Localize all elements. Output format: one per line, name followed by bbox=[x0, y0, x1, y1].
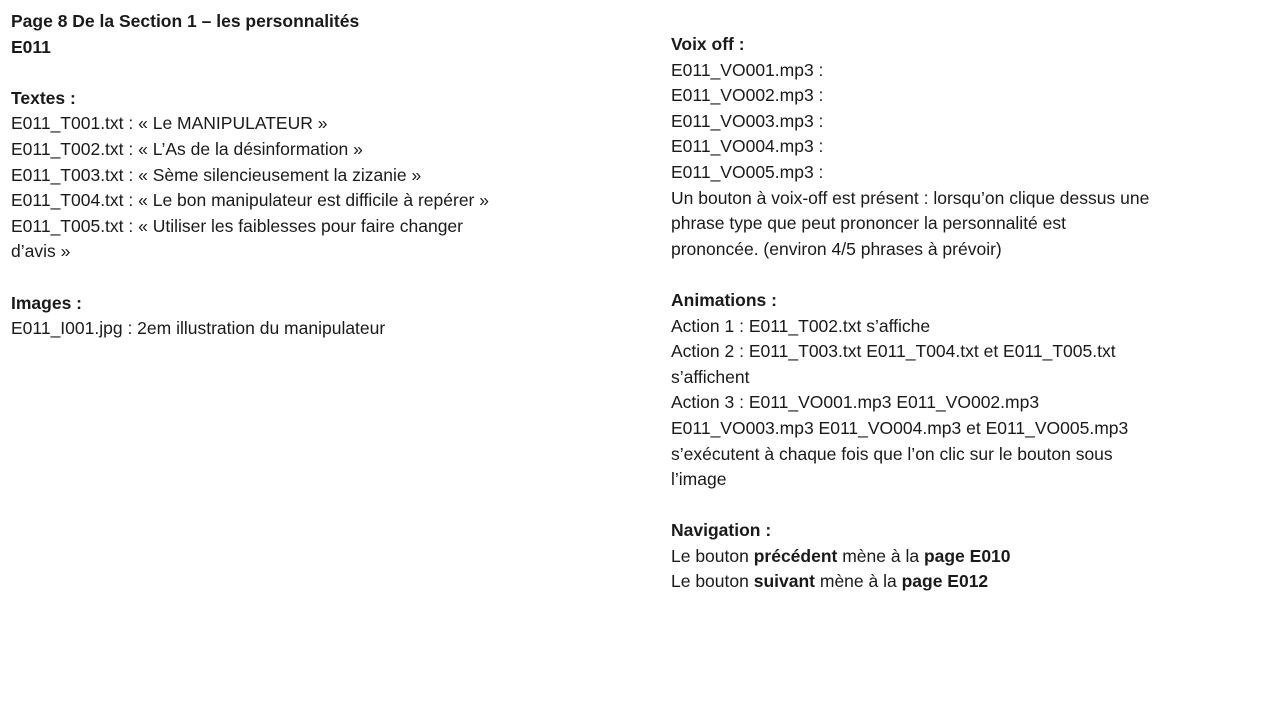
animation-line: s’exécutent à chaque fois que l’on clic sur le bouton sous bbox=[671, 443, 1113, 464]
spacer bbox=[671, 262, 1231, 288]
animation-line: l’image bbox=[671, 469, 727, 490]
animation-line: Action 3 : E011_VO001.mp3 E011_VO002.mp3 bbox=[671, 392, 1040, 413]
voix-off-description: phrase type que peut prononcer la personnalité est bbox=[671, 213, 1066, 234]
voix-off-item: E011_VO003.mp3 : bbox=[671, 110, 824, 131]
animation-line: E011_VO003.mp3 E011_VO004.mp3 et E011_VO005.mp3 bbox=[671, 417, 1129, 438]
texte-item: E011_T002.txt : « L’As de la désinformation » bbox=[11, 138, 363, 159]
nav-prev-button-name: précédent bbox=[753, 545, 838, 566]
spacer bbox=[11, 60, 571, 86]
voix-off-item: E011_VO002.mp3 : bbox=[671, 85, 824, 106]
texte-item: E011_T005.txt : « Utiliser les faiblesses pour faire changer bbox=[11, 215, 463, 236]
nav-prefix: Le bouton bbox=[671, 545, 754, 566]
navigation-next-line bbox=[671, 569, 1231, 595]
voix-off-item: E011_VO005.mp3 : bbox=[671, 161, 824, 182]
textes-heading: Textes : bbox=[11, 87, 76, 108]
nav-middle: mène à la bbox=[815, 571, 902, 592]
animation-line: Action 1 : E011_T002.txt s’affiche bbox=[671, 315, 931, 336]
nav-prefix: Le bouton bbox=[671, 571, 754, 592]
navigation-prev-line bbox=[671, 544, 1231, 570]
texte-item: E011_T001.txt : « Le MANIPULATEUR » bbox=[11, 113, 328, 134]
page-title: Page 8 De la Section 1 – les personnalités bbox=[11, 11, 360, 31]
voix-off-description: prononcée. (environ 4/5 phrases à prévoir) bbox=[671, 238, 1002, 259]
image-item: E011_I001.jpg : 2em illustration du manipulateur bbox=[11, 318, 386, 339]
voix-off-description: Un bouton à voix-off est présent : lorsqu’on clique dessus une bbox=[671, 187, 1150, 208]
texte-item: E011_T004.txt : « Le bon manipulateur est difficile à repérer » bbox=[11, 190, 489, 211]
page-code: E011 bbox=[11, 36, 51, 57]
voix-off-item: E011_VO004.mp3 : bbox=[671, 136, 824, 157]
voix-off-heading: Voix off : bbox=[671, 34, 745, 54]
images-heading: Images : bbox=[11, 292, 82, 313]
animations-heading: Animations : bbox=[671, 289, 777, 310]
animation-line: s’affichent bbox=[671, 366, 750, 387]
navigation-heading: Navigation : bbox=[671, 520, 772, 541]
animation-line: Action 2 : E011_T003.txt E011_T004.txt et E011_T005.txt bbox=[671, 341, 1116, 362]
spacer bbox=[11, 265, 571, 291]
voix-off-item: E011_VO001.mp3 : bbox=[671, 59, 824, 80]
right-column bbox=[671, 32, 1231, 595]
nav-next-target: page E012 bbox=[901, 571, 989, 592]
texte-item: d’avis » bbox=[11, 241, 71, 262]
spacer bbox=[671, 493, 1231, 519]
nav-next-button-name: suivant bbox=[753, 571, 815, 592]
nav-prev-target: page E010 bbox=[923, 545, 1011, 566]
left-column bbox=[11, 9, 571, 342]
texte-item: E011_T003.txt : « Sème silencieusement la zizanie » bbox=[11, 164, 422, 185]
nav-middle: mène à la bbox=[837, 545, 924, 566]
